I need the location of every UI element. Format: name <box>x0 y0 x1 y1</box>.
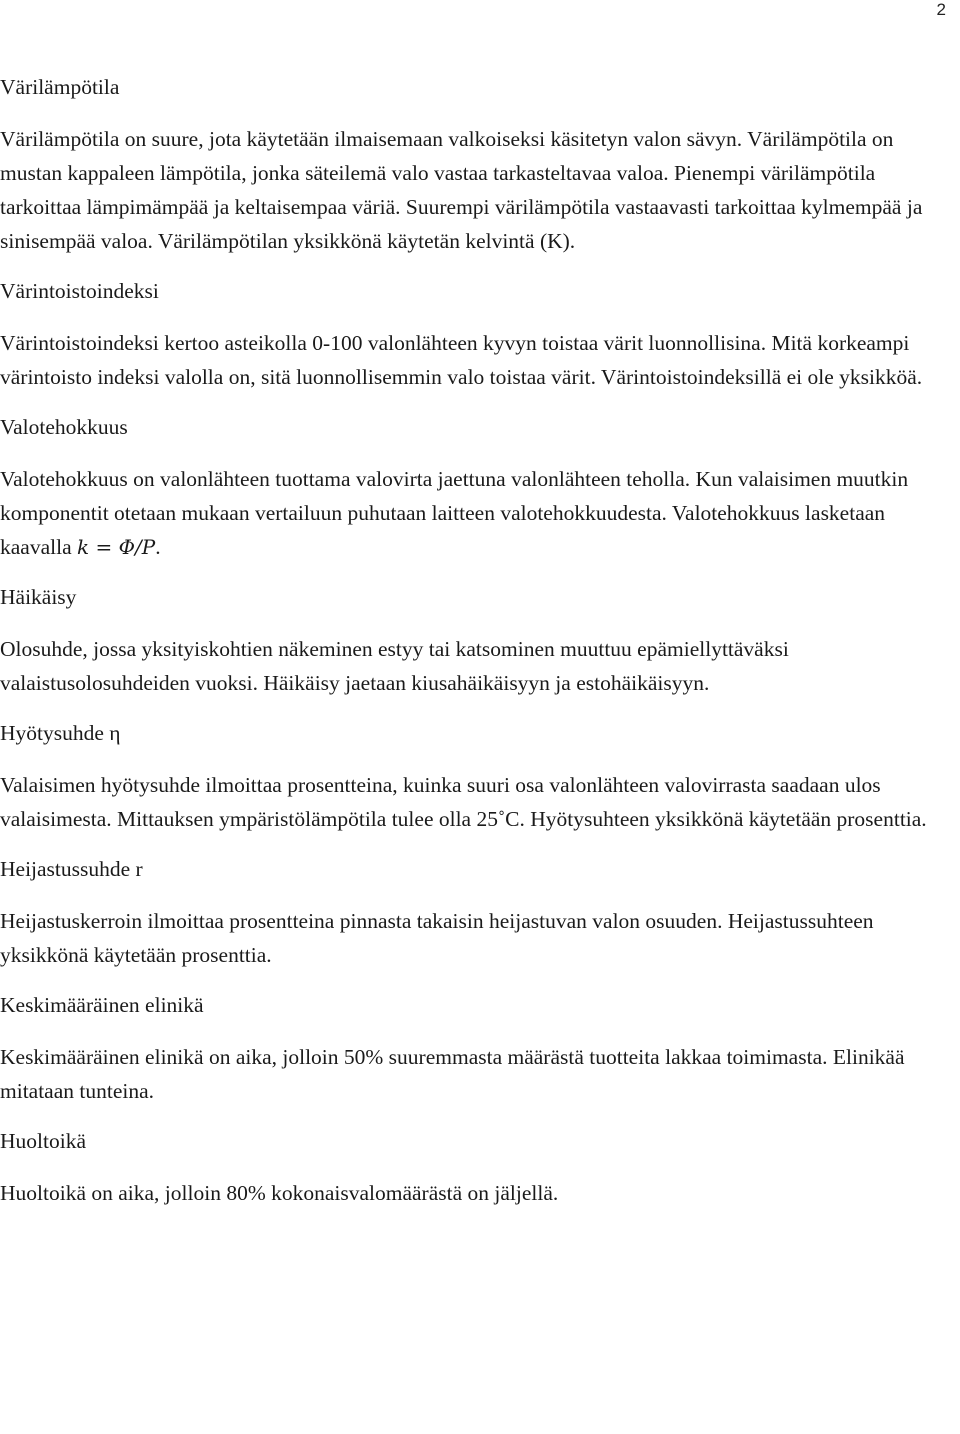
section-heading: Valotehokkuus <box>0 415 128 439</box>
section-varintoistoindeksi <box>0 274 950 394</box>
document-body <box>0 70 950 1210</box>
section-paragraph: Värilämpötila on suure, jota käytetään ilmaisemaan valkoiseksi käsitetyn valon sävyn. Värilämpötila on mustan kappaleen lämpötila, jonka säteilemä valo vastaa tarkasteltavaa valoa. Pienempi värilämpötila tarkoittaa lämpimämpää ja keltaisempaa väriä. Suurempi värilämpötila vastaavasti tarkoittaa kylmempää ja sinisempää valoa. Värilämpötilan yksikkönä käytetän kelvintä (K). <box>0 127 923 253</box>
section-paragraph: Huoltoikä on aika, jolloin 80% kokonaisvalomäärästä on jäljellä. <box>0 1181 559 1205</box>
page-number: 2 <box>936 0 946 19</box>
section-varilampotila <box>0 70 950 258</box>
section-heading: Värintoistoindeksi <box>0 279 159 303</box>
section-heading: Keskimääräinen elinikä <box>0 993 204 1017</box>
section-heading: Heijastussuhde r <box>0 857 143 881</box>
section-keskimaarainen-elinika <box>0 988 950 1108</box>
section-hyotysuhde <box>0 716 950 836</box>
section-heading: Hyötysuhde η <box>0 721 121 745</box>
section-heading: Huoltoikä <box>0 1129 86 1153</box>
section-huoltoika <box>0 1124 950 1210</box>
section-paragraph: Olosuhde, jossa yksityiskohtien näkeminen estyy tai katsominen muuttuu epämiellyttäväksi valaistusolosuhdeiden vuoksi. Häikäisy jaetaan kiusahäikäisyyn ja estohäikäisyyn. <box>0 637 789 695</box>
section-heading: Värilämpötila <box>0 75 120 99</box>
section-paragraph <box>0 462 950 564</box>
formula: k = Φ/P <box>77 535 156 559</box>
section-paragraph: Keskimääräinen elinikä on aika, jolloin 50% suuremmasta määrästä tuotteita lakkaa toimimasta. Elinikää mitataan tunteina. <box>0 1045 905 1103</box>
section-paragraph: Heijastuskerroin ilmoittaa prosentteina pinnasta takaisin heijastuvan valon osuuden. Heijastussuhteen yksikkönä käytetään prosenttia. <box>0 909 874 967</box>
paragraph-end: . <box>155 535 161 559</box>
section-heading: Häikäisy <box>0 585 77 609</box>
section-paragraph: Värintoistoindeksi kertoo asteikolla 0-100 valonlähteen kyvyn toistaa värit luonnollisina. Mitä korkeampi värintoisto indeksi valolla on, sitä luonnollisemmin valo toistaa värit. Värintoistoindeksillä ei ole yksikköä. <box>0 331 923 389</box>
section-heijastussuhde <box>0 852 950 972</box>
section-haikaisy <box>0 580 950 700</box>
paragraph-text: Valotehokkuus on valonlähteen tuottama valovirta jaettuna valonlähteen teholla. Kun valaisimen muutkin komponentit otetaan mukaan vertailuun puhutaan laitteen valotehokkuudesta. Valotehokkuus lasketaan kaavalla <box>0 467 909 559</box>
section-valotehokkuus <box>0 410 950 564</box>
section-paragraph: Valaisimen hyötysuhde ilmoittaa prosentteina, kuinka suuri osa valonlähteen valovirrasta saadaan ulos valaisimesta. Mittauksen ympäristölämpötila tulee olla 25˚C. Hyötysuhteen yksikkönä käytetään prosenttia. <box>0 773 927 831</box>
